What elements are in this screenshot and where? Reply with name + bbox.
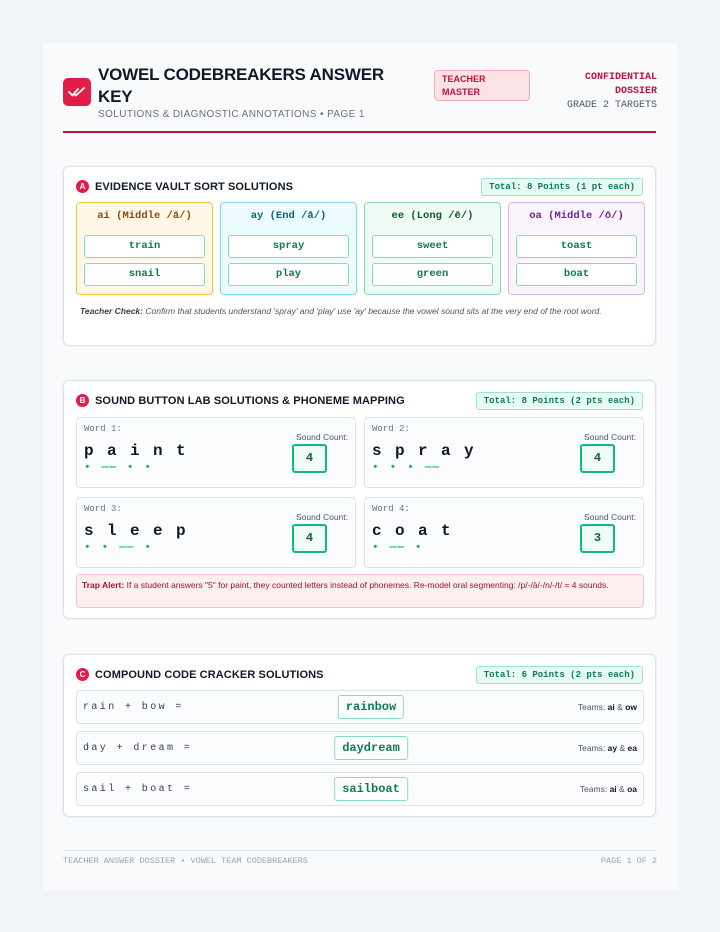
vault-word-chip: green xyxy=(372,263,493,286)
word-card xyxy=(76,417,356,488)
word-number-label: Word 1: xyxy=(84,424,122,434)
sound-dot: • xyxy=(84,462,92,474)
vault-label: ai (Middle /ā/) xyxy=(97,210,192,222)
letter-tile: o xyxy=(395,522,405,540)
word-number-label: Word 3: xyxy=(84,504,122,514)
section-compound-code-cracker xyxy=(63,654,656,817)
section-sound-button-lab xyxy=(63,380,656,619)
team-one: ai xyxy=(609,784,617,794)
letter-tile: a xyxy=(441,442,451,460)
double-check-icon xyxy=(63,78,91,106)
teams-prefix: Teams: xyxy=(579,784,608,794)
compound-equation: sail + boat = xyxy=(83,784,193,795)
section-title: COMPOUND CODE CRACKER SOLUTIONS xyxy=(95,668,324,681)
team-ampersand: & xyxy=(619,743,626,753)
vault-card xyxy=(508,202,645,295)
sound-dot: • xyxy=(372,542,380,554)
word-number-label: Word 2: xyxy=(372,424,410,434)
vowel-teams-label xyxy=(578,702,637,712)
vowel-teams-label xyxy=(578,743,637,753)
letter-tile: t xyxy=(176,442,186,460)
sound-dot: • xyxy=(101,542,110,554)
sound-dash: —— xyxy=(424,462,441,474)
teams-prefix: Teams: xyxy=(577,702,606,712)
sound-dash: —— xyxy=(101,462,117,474)
vault-word-chip: play xyxy=(228,263,349,286)
word-card xyxy=(76,497,356,568)
compound-answer: sailboat xyxy=(334,777,408,801)
vault-label: oa (Middle /ō/) xyxy=(529,210,624,222)
vault-label: ay (End /ā/) xyxy=(250,210,327,222)
sound-dash: —— xyxy=(389,542,405,554)
compound-equation: day + dream = xyxy=(83,743,193,754)
letter-tile: s xyxy=(84,522,94,540)
compound-answer: rainbow xyxy=(338,695,404,719)
section-evidence-vault xyxy=(63,166,656,346)
page-number: PAGE 1 OF 2 xyxy=(600,856,657,866)
confidential-label: CONFIDENTIAL DOSSIER xyxy=(584,72,657,97)
letter-tile: c xyxy=(372,522,382,540)
answer-key-page xyxy=(43,43,678,890)
compound-row xyxy=(76,731,644,765)
footer-left: TEACHER ANSWER DOSSIER • VOWEL TEAM CODEBREAKERS xyxy=(63,856,308,866)
points-badge: Total: 8 Points (1 pt each) xyxy=(481,178,643,196)
section-title: EVIDENCE VAULT SORT SOLUTIONS xyxy=(95,180,294,193)
sound-button-marks xyxy=(372,462,450,474)
trap-alert: Trap Alert: If a student answers "5" for paint, they counted letters instead of phonemes. Re-model oral segmenting: /p/-/ā/-/n/-/t/ = 4 sounds. xyxy=(76,574,644,608)
vault-word-chip: toast xyxy=(516,235,637,258)
sound-count-box: 3 xyxy=(580,524,615,553)
sound-count-box: 4 xyxy=(292,524,327,553)
team-one: ay xyxy=(607,743,618,753)
word-letters xyxy=(372,522,464,540)
vault-word-chip: spray xyxy=(228,235,349,258)
team-one: ai xyxy=(607,702,615,712)
page-title: VOWEL CODEBREAKERS ANSWER KEY xyxy=(98,65,384,106)
section-letter-badge: C xyxy=(76,668,89,681)
word-letters xyxy=(84,522,199,540)
sound-count-label: Sound Count: xyxy=(584,432,636,442)
sound-count-label: Sound Count: xyxy=(296,432,348,442)
vault-card xyxy=(220,202,357,295)
word-card xyxy=(364,497,644,568)
team-ampersand: & xyxy=(617,702,623,712)
team-ampersand: & xyxy=(619,784,625,794)
section-letter-badge: A xyxy=(76,180,89,193)
letter-tile: y xyxy=(464,442,474,460)
sound-dot: • xyxy=(84,542,92,554)
sound-dot: • xyxy=(144,542,153,554)
sound-dot: • xyxy=(389,462,398,474)
sound-dash: —— xyxy=(119,542,135,554)
letter-tile: a xyxy=(418,522,428,540)
sound-dot: • xyxy=(414,542,423,554)
section-letter-badge: B xyxy=(76,394,89,407)
page-subtitle: SOLUTIONS & DIAGNOSTIC ANNOTATIONS • PAGE 1 xyxy=(98,109,365,120)
letter-tile: s xyxy=(372,442,382,460)
compound-row xyxy=(76,772,644,806)
sound-count-box: 4 xyxy=(580,444,615,473)
compound-row xyxy=(76,690,644,724)
sound-count-box: 4 xyxy=(292,444,327,473)
sound-dot: • xyxy=(144,462,153,474)
footer-divider xyxy=(63,850,656,851)
sound-count-label: Sound Count: xyxy=(584,512,636,522)
compound-answer: daydream xyxy=(334,736,408,760)
letter-tile: a xyxy=(107,442,117,460)
grade-label: GRADE 2 TARGETS xyxy=(566,100,657,111)
letter-tile: l xyxy=(107,522,117,540)
teams-prefix: Teams: xyxy=(577,743,606,753)
header-divider xyxy=(63,131,656,133)
letter-tile: p xyxy=(84,442,94,460)
vault-word-chip: sweet xyxy=(372,235,493,258)
letter-tile: n xyxy=(153,442,163,460)
vault-word-chip: boat xyxy=(516,263,637,286)
word-letters xyxy=(372,442,487,460)
word-card xyxy=(364,417,644,488)
vault-card xyxy=(76,202,213,295)
letter-tile: t xyxy=(441,522,451,540)
vault-card xyxy=(364,202,501,295)
letter-tile: r xyxy=(418,442,428,460)
teacher-check-note: Teacher Check: Confirm that students understand 'spray' and 'play' use 'ay' because the vowel sound sits at the very end of the root word. xyxy=(80,306,602,316)
points-badge: Total: 6 Points (2 pts each) xyxy=(476,666,643,684)
sound-button-marks xyxy=(84,462,162,474)
sound-dot: • xyxy=(372,462,380,474)
sound-count-label: Sound Count: xyxy=(296,512,348,522)
team-two: oa xyxy=(627,784,637,794)
letter-tile: p xyxy=(395,442,405,460)
vault-word-chip: train xyxy=(84,235,205,258)
compound-equation: rain + bow = xyxy=(83,702,184,713)
letter-tile: p xyxy=(176,522,186,540)
sound-button-marks xyxy=(372,542,432,554)
sound-button-marks xyxy=(84,542,162,554)
letter-tile: i xyxy=(130,442,140,460)
vowel-teams-label xyxy=(580,784,637,794)
letter-tile: e xyxy=(130,522,140,540)
vault-label: ee (Long /ē/) xyxy=(391,210,474,222)
team-two: ea xyxy=(627,743,637,753)
section-title: SOUND BUTTON LAB SOLUTIONS & PHONEME MAPPING xyxy=(95,394,405,407)
sound-dot: • xyxy=(126,462,135,474)
letter-tile: e xyxy=(153,522,163,540)
team-two: ow xyxy=(625,702,637,712)
sound-dot: • xyxy=(407,462,415,474)
teacher-master-badge: TEACHER MASTER xyxy=(434,70,530,101)
vault-word-chip: snail xyxy=(84,263,205,286)
word-letters xyxy=(84,442,199,460)
points-badge: Total: 8 Points (2 pts each) xyxy=(476,392,643,410)
word-number-label: Word 4: xyxy=(372,504,410,514)
